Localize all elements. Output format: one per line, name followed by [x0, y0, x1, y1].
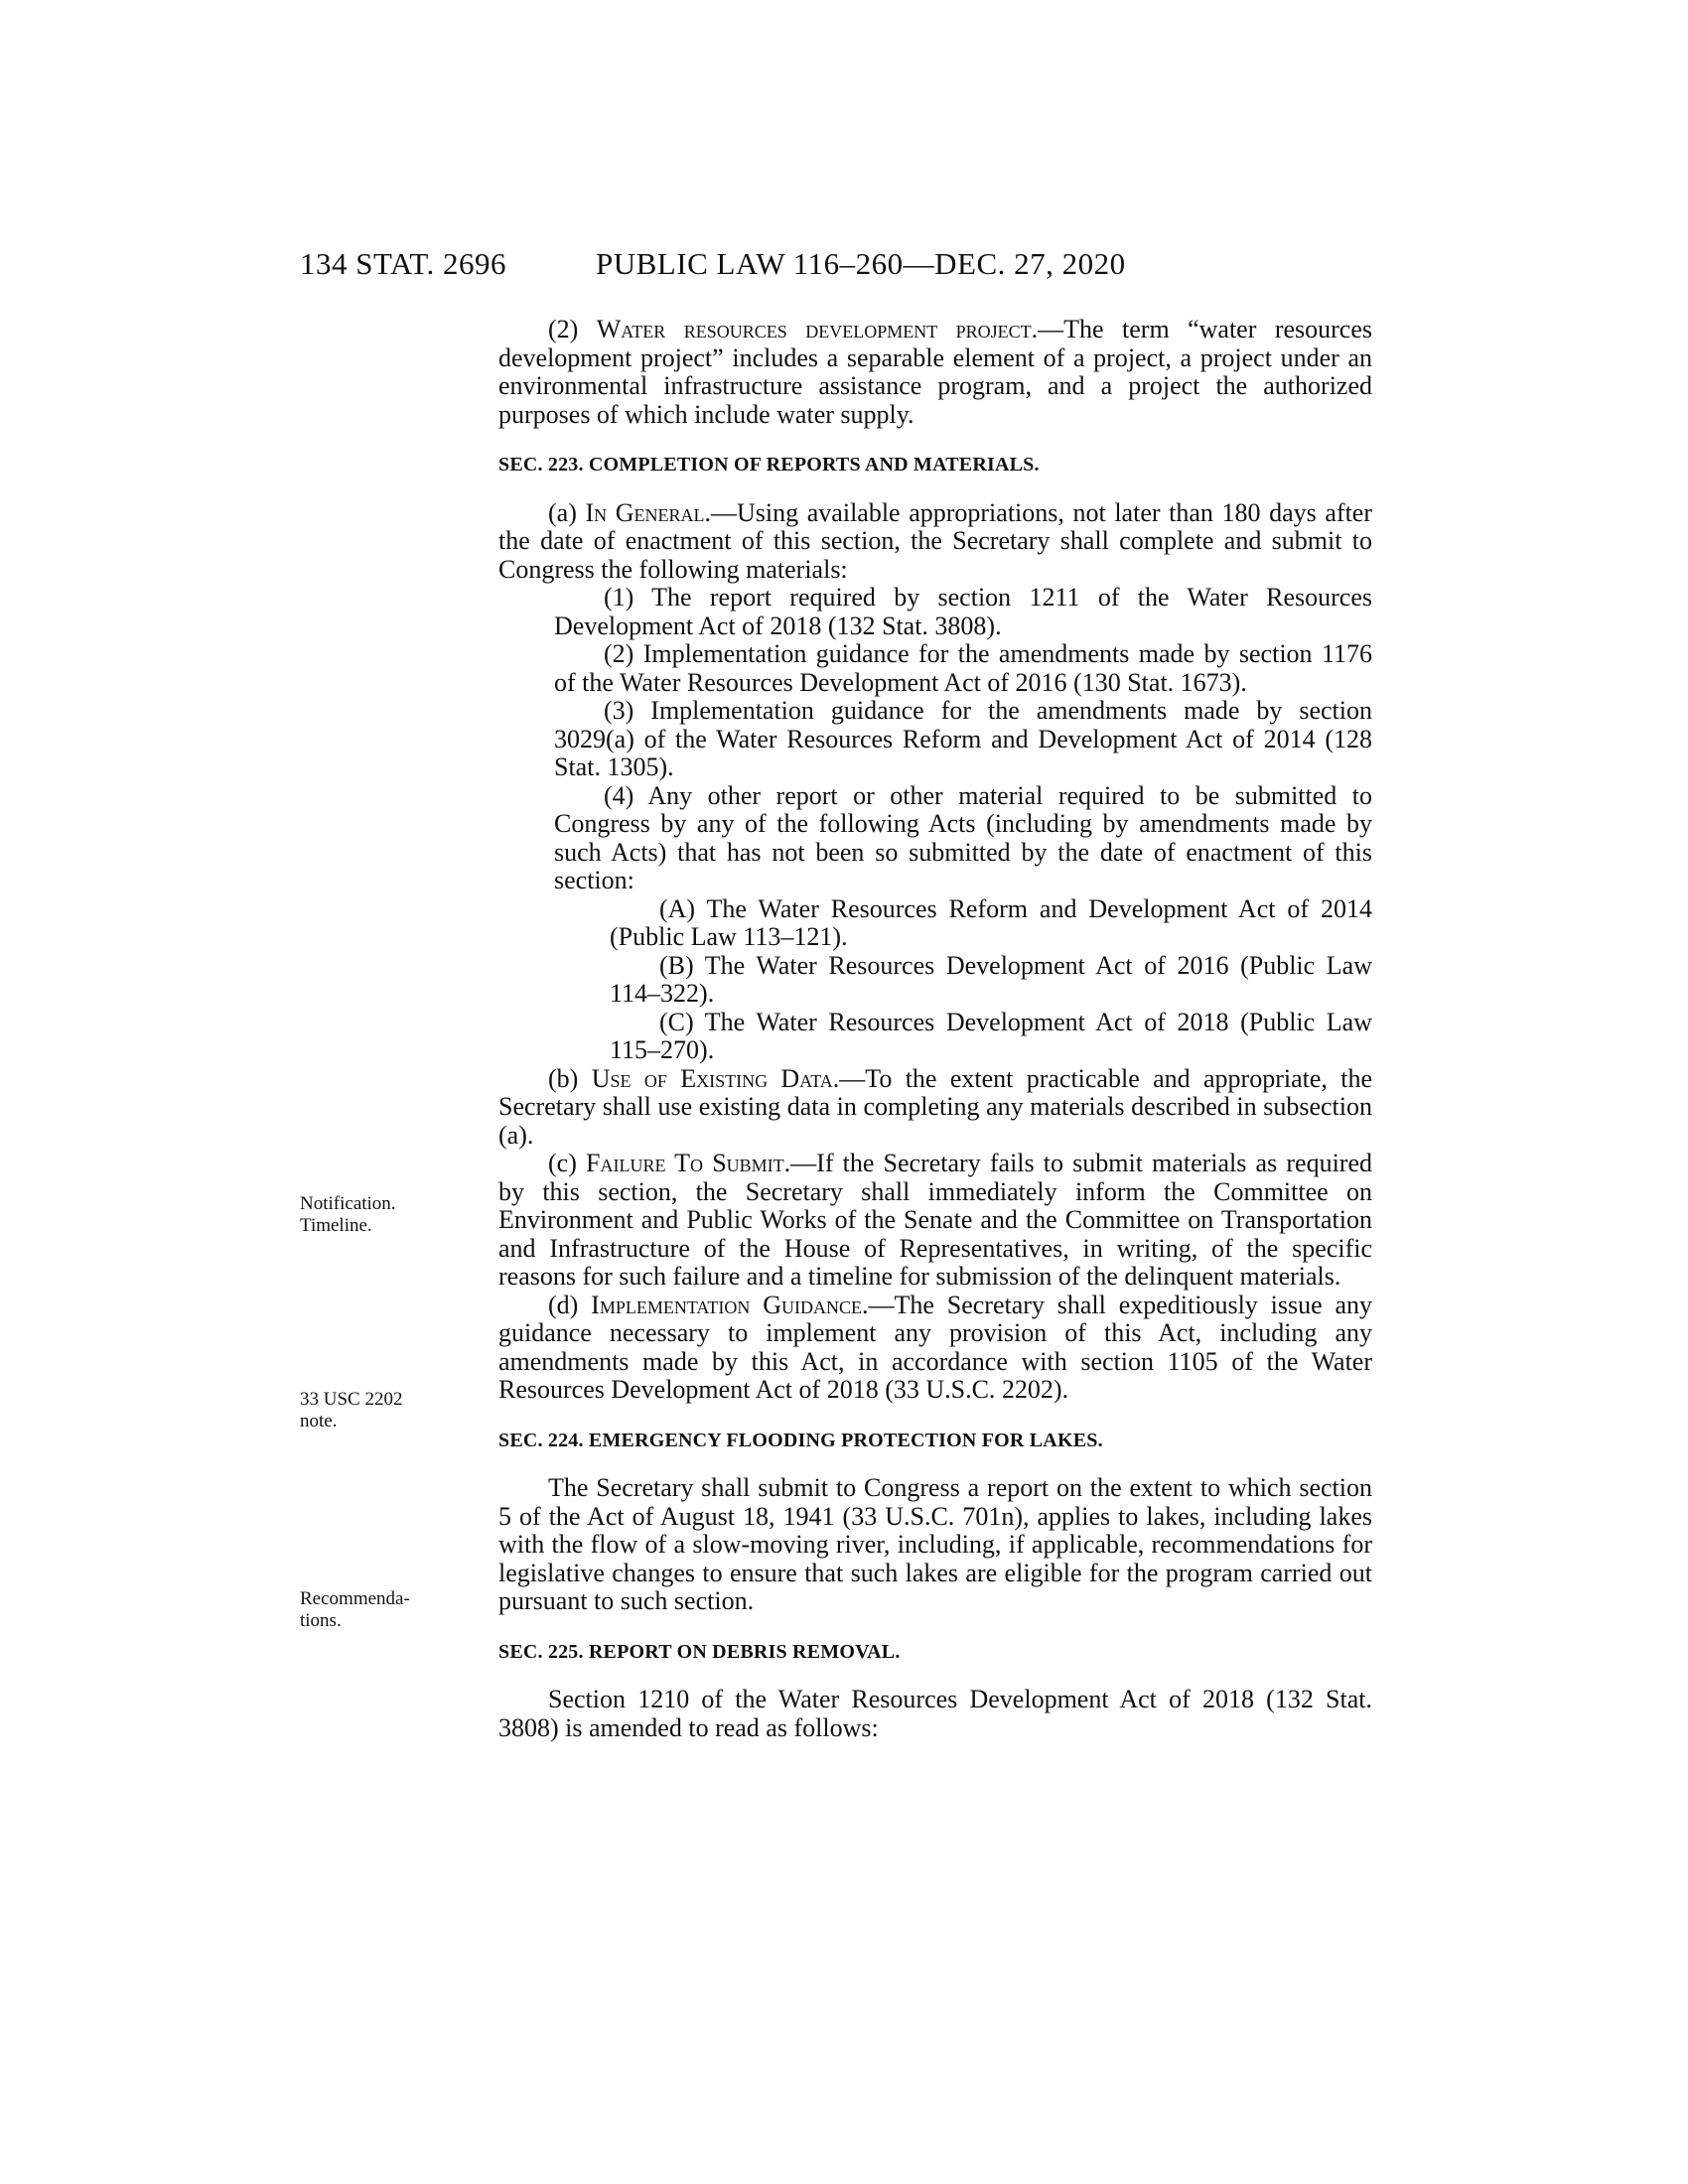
section-225-heading: SEC. 225. REPORT ON DEBRIS REMOVAL.: [498, 1640, 901, 1663]
section-224-text: The Secretary shall submit to Congress a report on the extent to which section 5 of the Act of August 18, 1941 (33 U.S.C. 701n), applies to lakes, including lakes with the flow of a slow-moving river, including, if applicable, recommendations for legislative changes to ensure that such lakes are eligible for the program carried out pursuant to such section.: [498, 1473, 1372, 1615]
subsection-b: (b) Use of Existing Data.—To the extent practicable and appropriate, the Secretary shall use existing data in completing any materials described in subsection (a).: [498, 1063, 1372, 1150]
subparagraph-a4C: (C) The Water Resources Development Act of 2018 (Public Law 115–270).: [610, 1007, 1372, 1064]
subparagraph-a4B: (B) The Water Resources Development Act of 2016 (Public Law 114–322).: [610, 950, 1372, 1008]
stat-citation: 134 STAT. 2696: [300, 246, 507, 281]
paragraph-a3: (3) Implementation guidance for the amendments made by section 3029(a) of the Water Resources Reform and Development Act of 2014 (128 Stat. 1305).: [554, 696, 1372, 781]
paragraph-2: (2) Water resources development project.—The term “water resources development project” includes a separable element of a project, a project under an environmental infrastructure assistance program, and a project the authorized purposes of which include water supply.: [498, 315, 1372, 429]
margin-note-notification: Notification. Timeline.: [300, 1193, 396, 1236]
subsection-a: (a) In General.—Using available appropriations, not later than 180 days after the date of enactment of this section, the Secretary shall complete and submit to Congress the following materials:: [498, 497, 1373, 584]
margin-note-usc: 33 USC 2202 note.: [300, 1389, 403, 1432]
section-223-heading: SEC. 223. COMPLETION OF REPORTS AND MATERIALS.: [498, 454, 1040, 476]
paragraph-a2: (2) Implementation guidance for the amendments made by section 1176 of the Water Resources Development Act of 2016 (130 Stat. 1673).: [554, 639, 1372, 697]
subsection-d: (d) Implementation Guidance.—The Secretary shall expeditiously issue any guidance necessary to implement any provision of this Act, including any amendments made by this Act, in accordance with section 1105 of the Water Resources Development Act of 2018 (33 U.S.C. 2202).: [498, 1290, 1373, 1404]
running-title: PUBLIC LAW 116–260—DEC. 27, 2020: [596, 246, 1126, 281]
subparagraph-a4A: (A) The Water Resources Reform and Development Act of 2014 (Public Law 113–121).: [610, 893, 1372, 951]
margin-note-recommendations: Recommenda- tions.: [300, 1588, 410, 1631]
paragraph-a1: (1) The report required by section 1211 of the Water Resources Development Act of 2018 (132 Stat. 3808).: [554, 583, 1372, 640]
section-225-text: Section 1210 of the Water Resources Development Act of 2018 (132 Stat. 3808) is amended to read as follows:: [498, 1685, 1372, 1742]
body-text: [498, 316, 1372, 1742]
section-224-heading: SEC. 224. EMERGENCY FLOODING PROTECTION FOR LAKES.: [498, 1429, 1103, 1451]
paragraph-a4: (4) Any other report or other material required to be submitted to Congress by any of the following Acts (including by amendments made by such Acts) that has not been so submitted by the date of enactment of this section:: [554, 780, 1372, 894]
subsection-c: (c) Failure To Submit.—If the Secretary fails to submit materials as required by this section, the Secretary shall immediately inform the Committee on Environment and Public Works of the Senate and the Committee on Transportation and Infrastructure of the House of Representatives, in writing, of the specific reasons for such failure and a timeline for submission of the delinquent materials.: [498, 1149, 1372, 1291]
